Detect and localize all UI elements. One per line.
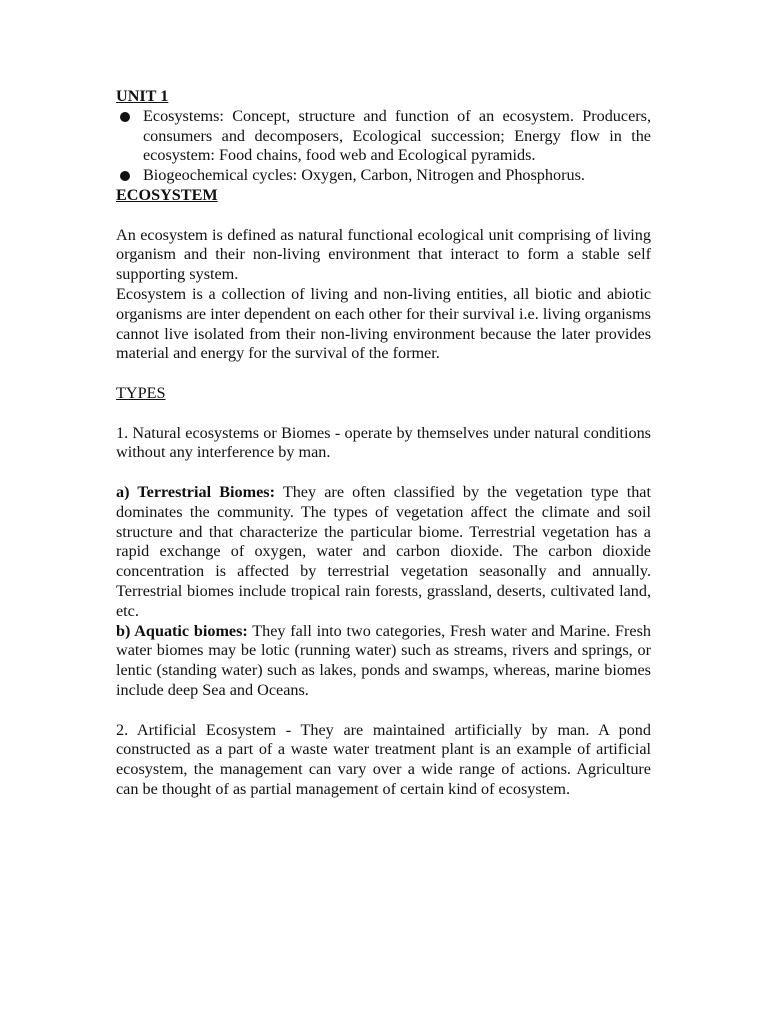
syllabus-item-text: Biogeochemical cycles: Oxygen, Carbon, Nitrogen and Phosphorus.: [143, 166, 585, 185]
syllabus-item: [116, 107, 651, 166]
terrestrial-biomes-label: a) Terrestrial Biomes:: [116, 482, 275, 501]
unit-title: UNIT 1: [116, 87, 169, 105]
bullet-icon: [120, 112, 130, 122]
syllabus-list: [116, 107, 651, 186]
bullet-icon: [120, 171, 130, 181]
syllabus-item-text: Ecosystems: Concept, structure and function of an ecosystem. Producers, consumers and decomposers, Ecological succession; Energy flow in the ecosystem: Food chains, food web and Ecological pyramids.: [143, 106, 651, 165]
aquatic-biomes-paragraph: [116, 622, 651, 701]
terrestrial-biomes-text: They are often classified by the vegetation type that dominates the community. The types of vegetation affect the climate and soil structure and that characterize the particular biome. Terrestrial vegetation has a rapid exchange of oxygen, water and carbon dioxide. The carbon dioxide concentration is affected by terrestrial vegetation seasonally and annually. Terrestrial biomes include tropical rain forests, grassland, deserts, cultivated land, etc.: [116, 482, 651, 620]
aquatic-biomes-label: b) Aquatic biomes:: [116, 621, 248, 640]
document-page: [116, 87, 651, 800]
natural-ecosystems-paragraph: 1. Natural ecosystems or Biomes - operate by themselves under natural conditions without any interference by man.: [116, 423, 651, 462]
artificial-ecosystem-paragraph: 2. Artificial Ecosystem - They are maintained artificially by man. A pond constructed as a part of a waste water treatment plant is an example of artificial ecosystem, the management can vary over a wide range of actions. Agriculture can be thought of as partial management of certain kind of ecosystem.: [116, 720, 651, 798]
types-heading: TYPES: [116, 383, 166, 402]
ecosystem-heading: ECOSYSTEM: [116, 185, 218, 204]
terrestrial-biomes-paragraph: [116, 483, 651, 622]
definition-paragraph: Ecosystem is a collection of living and non-living entities, all biotic and abiotic organisms are inter dependent on each other for their survival i.e. living organisms cannot live isolated from their non-living environment because the later provides material and energy for the survival of the former.: [116, 284, 651, 363]
syllabus-item: [116, 166, 651, 186]
definition-paragraph: An ecosystem is defined as natural functional ecological unit comprising of living organism and their non-living environment that interact to form a stable self supporting system.: [116, 225, 651, 284]
aquatic-biomes-text: They fall into two categories, Fresh water and Marine. Fresh water biomes may be lotic (running water) such as streams, rivers and springs, or lentic (standing water) such as lakes, ponds and swamps, whereas, marine biomes include deep Sea and Oceans.: [116, 621, 651, 699]
